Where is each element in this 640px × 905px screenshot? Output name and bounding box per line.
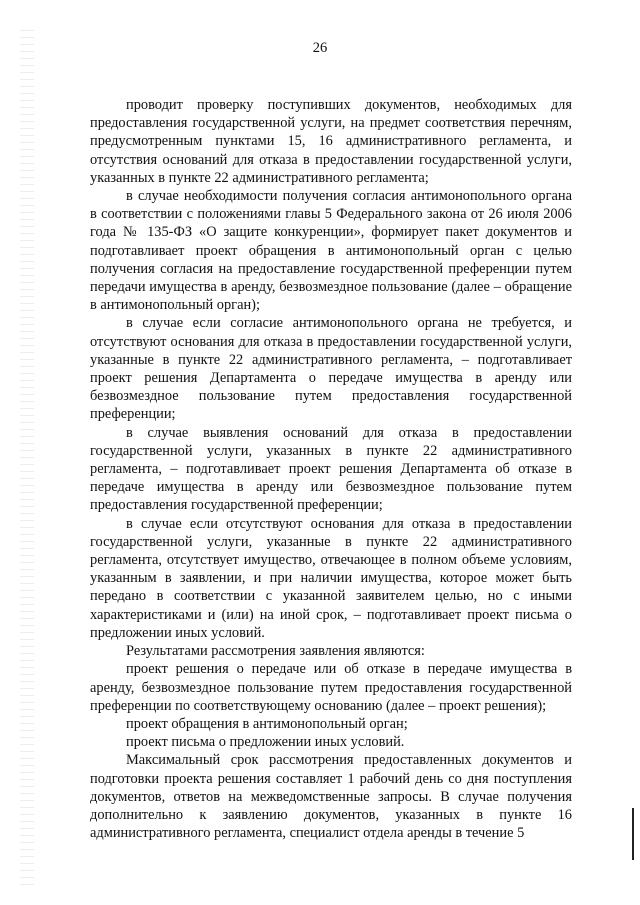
paragraph-result-antimonopoly-appeal: проект обращения в антимонопольный орган; bbox=[126, 715, 408, 732]
scan-edge-mark bbox=[632, 808, 634, 860]
document-body bbox=[90, 96, 572, 842]
page-number: 26 bbox=[312, 40, 328, 56]
scan-speckle-artifact bbox=[20, 30, 34, 890]
paragraph-refusal-grounds: в случае выявления оснований для отказа в предоставлении государственной услуги, указанных в пункте 22 административного регламента, – подготавливает проект решения Департамента об отказе в передаче имущества в аренду или безвозмездное пользование путем предоставления государственной преференции; bbox=[90, 424, 572, 514]
paragraph-maximum-term: Максимальный срок рассмотрения предоставленных документов и подготовки проекта решения составляет 1 рабочий день со дня поступления документов, ответов на межведомственные запросы. В случае получения дополнительно к заявлению документов, указанных в пункте 16 административного регламента, специалист отдела аренды в течение 5 bbox=[90, 752, 572, 842]
paragraph-other-conditions: в случае если отсутствуют основания для отказа в предоставлении государственной услуги, указанные в пункте 22 административного регламента, отсутствует имущество, отвечающее в полном объеме условиям, указанным в заявлении, и при наличии имущества, которое может быть передано в соответствии с указанной заявителем целью, но с иными характеристиками и (или) на иной срок, – подготавливает проект письма о предложении иных условий. bbox=[90, 515, 572, 641]
paragraph-document-check: проводит проверку поступивших документов, необходимых для предоставления государственной услуги, на предмет соответствия перечням, предусмотренным пунктами 15, 16 административного регламента, и отсутствия оснований для отказа в предоставлении государственной услуги, указанных в пункте 22 административного регламента; bbox=[90, 97, 572, 186]
paragraph-antimonopoly-consent: в случае необходимости получения согласия антимонопольного органа в соответствии с положениями главы 5 Федерального закона от 26 июля 2006 года № 135-ФЗ «О защите конкуренции», формирует пакет документов и подготавливает проект обращения в антимонопольный орган с целью получения согласия на предоставление государственной преференции путем передачи имущества в аренду, безвозмездное пользование (далее – обращение в антимонопольный орган); bbox=[90, 188, 572, 314]
paragraph-result-other-conditions-letter: проект письма о предложении иных условий. bbox=[126, 734, 405, 751]
paragraph-results-heading: Результатами рассмотрения заявления являются: bbox=[126, 643, 425, 660]
paragraph-no-consent-required: в случае если согласие антимонопольного органа не требуется, и отсутствуют основания для отказа в предоставлении государственной услуги, указанные в пункте 22 административного регламента, – подготавливает проект решения Департамента о передаче имущества в аренду или безвозмездное пользование путем предоставления государственной преференции; bbox=[90, 315, 572, 423]
paragraph-result-decision-draft: проект решения о передаче или об отказе в передаче имущества в аренду, безвозмездное пользование путем предоставления государственной преференции по соответствующему основанию (далее – проект решения); bbox=[90, 661, 572, 714]
